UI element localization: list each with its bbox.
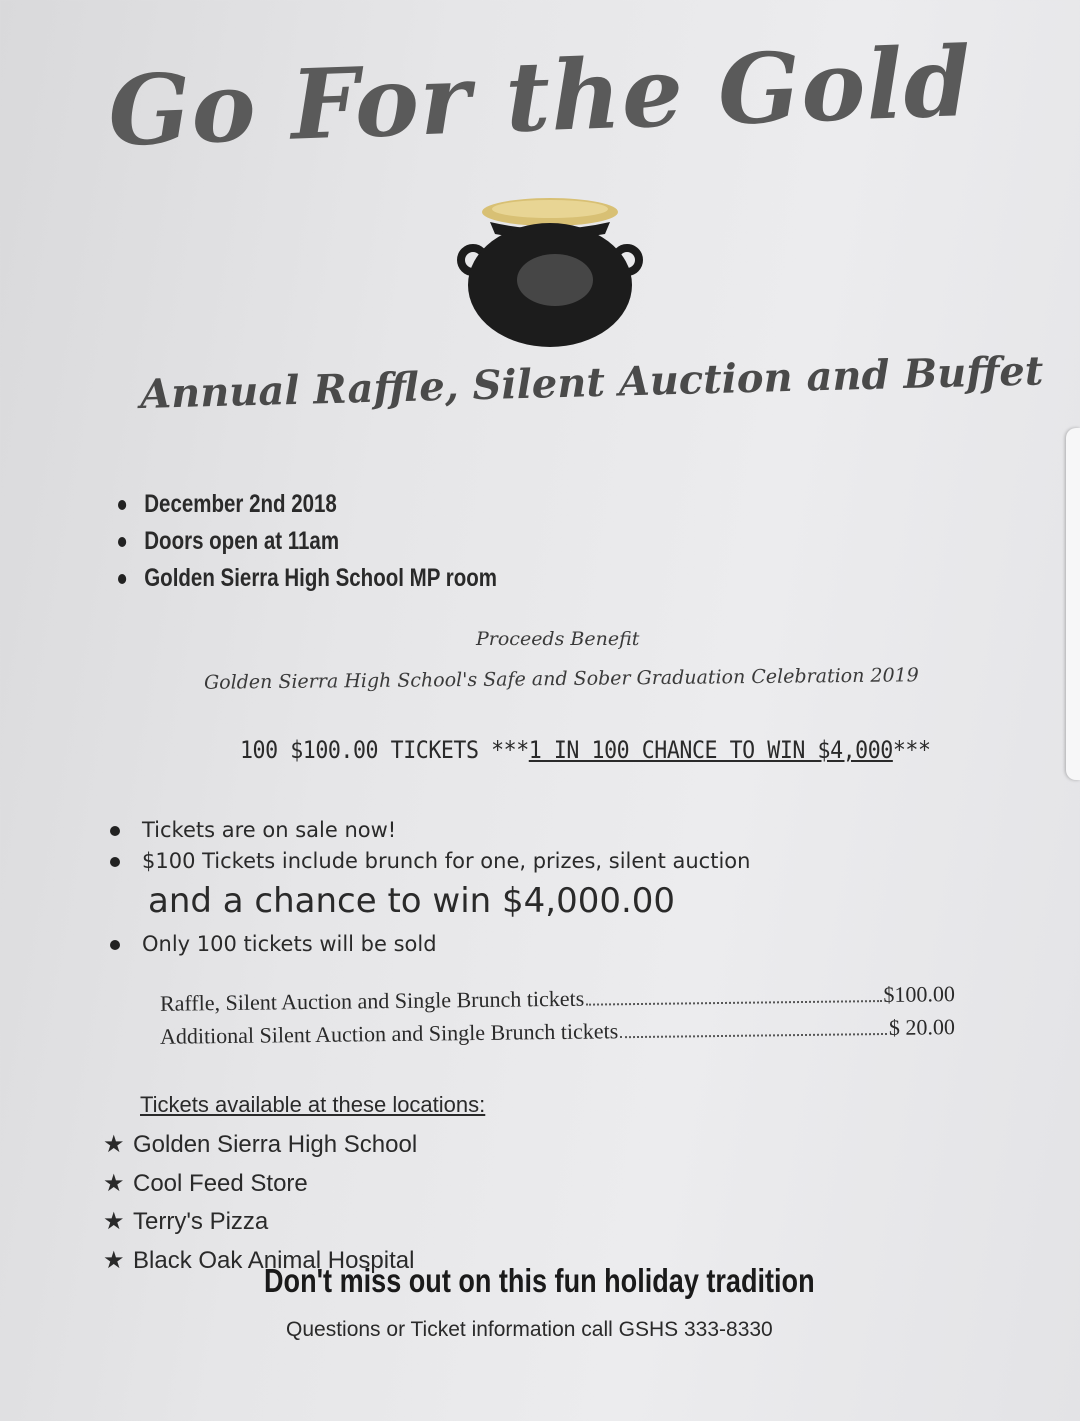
proceeds-heading: Proceeds Benefit (476, 628, 640, 650)
location-item: ★ Golden Sierra High School (103, 1126, 417, 1165)
locations-list (103, 1126, 417, 1280)
bullet-icon (110, 857, 120, 867)
proceeds-beneficiary: Golden Sierra High School's Safe and Sober Graduation Celebration 2019 (203, 664, 919, 694)
tickets-banner-count: 100 $100.00 TICKETS *** (240, 736, 529, 764)
bullet-icon (118, 500, 126, 510)
locations-heading: Tickets available at these locations: (140, 1092, 486, 1117)
event-location: Golden Sierra High School MP room (118, 560, 497, 597)
event-date: December 2nd 2018 (118, 486, 497, 523)
sale-info-item: $100 Tickets include brunch for one, prizes, silent auction (110, 846, 750, 876)
tagline: Don't miss out on this fun holiday tradition (264, 1262, 815, 1299)
location-item: ★ Terry's Pizza (103, 1203, 417, 1242)
star-icon: ★ (103, 1169, 125, 1197)
event-doors-time: Doors open at 11am (118, 523, 497, 560)
bullet-icon (118, 574, 126, 584)
price-list (159, 981, 956, 1052)
tickets-banner-chance: 1 IN 100 CHANCE TO WIN $4,000 (528, 736, 893, 764)
location-item: ★ Black Oak Animal Hospital (103, 1242, 417, 1281)
star-icon: ★ (103, 1246, 125, 1274)
price-label: Additional Silent Auction and Single Brunch tickets (159, 1018, 619, 1049)
price-value: $ 20.00 (888, 1014, 956, 1040)
event-details-list (118, 486, 580, 597)
tickets-banner (240, 736, 931, 764)
price-label: Raffle, Silent Auction and Single Brunch tickets (159, 985, 585, 1016)
bullet-icon (118, 537, 126, 547)
sale-info-list (110, 814, 750, 962)
sale-info-prize: and a chance to win $4,000.00 (148, 881, 676, 921)
edge-handle[interactable] (1066, 428, 1080, 780)
pot-of-gold-icon (455, 190, 645, 350)
star-icon: ★ (103, 1131, 125, 1158)
sale-info-item: Tickets are on sale now! (110, 814, 750, 846)
star-icon: ★ (103, 1208, 125, 1235)
flyer-subtitle: Annual Raffle, Silent Auction and Buffet (139, 347, 1044, 418)
bullet-icon (110, 826, 120, 836)
leader-dots (620, 1033, 887, 1038)
price-value: $100.00 (883, 981, 956, 1008)
contact-info: Questions or Ticket information call GSHS 333-8330 (286, 1318, 773, 1341)
location-item: ★ Cool Feed Store (103, 1165, 417, 1204)
tickets-banner-tail: *** (892, 736, 931, 764)
flyer-title: Go For the Gold (106, 24, 974, 169)
bullet-icon (110, 940, 120, 950)
leader-dots (586, 1000, 881, 1006)
sale-info-item: Only 100 tickets will be sold (110, 926, 750, 962)
